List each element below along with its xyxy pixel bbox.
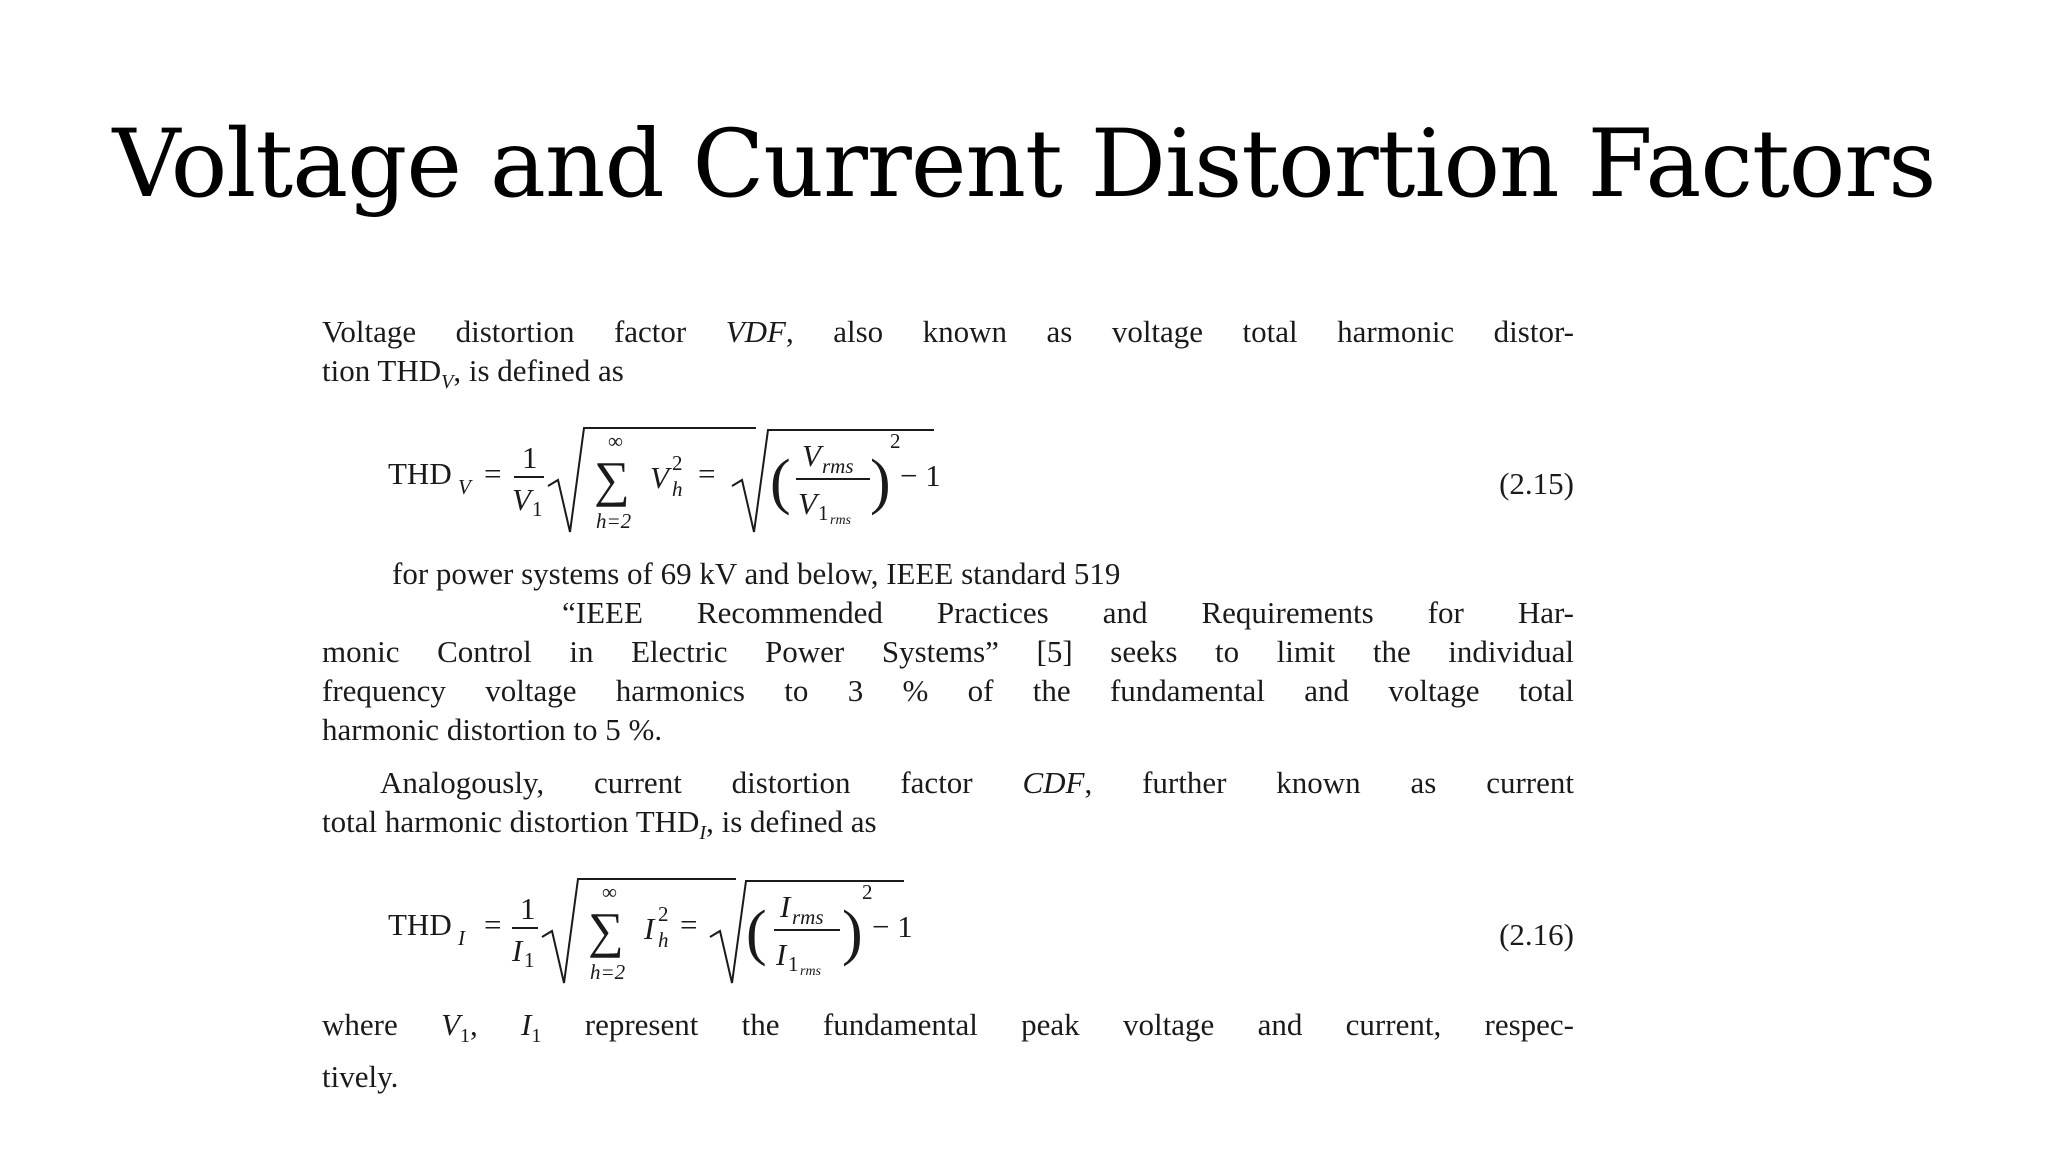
- subscript: 1: [460, 1025, 470, 1048]
- vdf-intro-line1: [322, 312, 1574, 351]
- text: where: [322, 1007, 442, 1043]
- sum-term: V: [650, 460, 669, 496]
- text: , is defined as: [453, 353, 624, 388]
- vdf-symbol: VDF: [725, 314, 786, 349]
- ieee-line1: for power systems of 69 kV and below, IEEE standard 519: [392, 556, 1121, 592]
- v1-symbol: V: [441, 1007, 460, 1043]
- paren-open: (: [746, 899, 767, 968]
- ratio-power: 2: [862, 880, 873, 905]
- spacer: [322, 749, 1574, 763]
- ieee-line5: harmonic distortion to 5 %.: [322, 712, 663, 748]
- equation-2-15: [322, 420, 1574, 540]
- eq-equals-2: =: [680, 907, 698, 943]
- ratio-den-subsub: rms: [800, 964, 822, 980]
- text: Analogously, current distortion factor: [380, 765, 1023, 801]
- cdf-symbol: CDF: [1022, 765, 1085, 801]
- paren-open: (: [770, 448, 791, 517]
- equation-2-15-formula: [388, 420, 1108, 540]
- i1-symbol: I: [521, 1007, 532, 1043]
- sum-lower: h=2: [590, 960, 626, 985]
- text: , also known as voltage total harmonic distor-: [785, 314, 1574, 349]
- text: represent the fundamental peak voltage and current, respec-: [541, 1007, 1575, 1043]
- sum-lower: h=2: [596, 509, 632, 534]
- equation-2-16: [322, 871, 1574, 991]
- sum-upper: ∞: [602, 880, 617, 905]
- eq-equals-2: =: [698, 456, 716, 492]
- ratio-den: I: [776, 937, 787, 973]
- ieee-line4: frequency voltage harmonics to 3 % of the fundamental and voltage total: [322, 673, 1574, 709]
- ratio-num: I: [780, 889, 791, 925]
- vdf-intro-line2: [322, 351, 1574, 402]
- eq-equals: =: [484, 456, 502, 492]
- sum-term-sub: h: [658, 928, 669, 953]
- frac-den: V: [512, 482, 531, 518]
- subscript: I: [699, 822, 707, 845]
- minus-one: − 1: [900, 458, 941, 494]
- subscript: V: [441, 371, 454, 394]
- sum-upper: ∞: [608, 429, 623, 454]
- sum-term: I: [644, 911, 655, 947]
- sum-symbol: ∑: [588, 902, 624, 959]
- equation-2-16-formula: [388, 871, 1108, 991]
- closing-line2: tively.: [322, 1058, 399, 1094]
- sum-term-sup: 2: [672, 451, 683, 476]
- sqrt-sign: [542, 879, 736, 983]
- frac-num: 1: [522, 440, 538, 476]
- minus-one: − 1: [872, 909, 913, 945]
- ieee-line3: monic Control in Electric Power Systems” [5] seeks to limit the individual: [322, 634, 1574, 670]
- frac-num: 1: [520, 891, 536, 927]
- ratio-den-subsub: rms: [830, 513, 852, 529]
- text: Voltage distortion factor: [322, 314, 726, 349]
- sum-symbol: ∑: [594, 451, 630, 508]
- text: tion THD: [322, 353, 442, 388]
- text: , further known as current: [1084, 765, 1574, 801]
- equation-number: (2.16): [1499, 917, 1574, 953]
- eq-lhs: THD: [388, 907, 452, 943]
- text: ,: [470, 1007, 522, 1043]
- eq-equals: =: [484, 907, 502, 943]
- ratio-den-sub: 1: [818, 501, 829, 526]
- subscript: 1: [531, 1025, 542, 1048]
- text: , is defined as: [706, 804, 877, 840]
- sum-term-sup: 2: [658, 902, 669, 927]
- ratio-num-sub: rms: [792, 905, 824, 930]
- text: total harmonic distortion THD: [322, 804, 700, 840]
- ratio-num-sub: rms: [822, 454, 854, 479]
- equation-number: (2.15): [1499, 466, 1574, 502]
- ratio-power: 2: [890, 429, 901, 454]
- eq-lhs-sub: I: [458, 926, 465, 951]
- ratio-num: V: [802, 438, 821, 474]
- sum-term-sub: h: [672, 477, 683, 502]
- ratio-den-sub: 1: [788, 952, 799, 977]
- eq-lhs: THD: [388, 456, 452, 492]
- closing-line1: [322, 1005, 1574, 1056]
- frac-den-sub: 1: [532, 497, 543, 522]
- cdf-intro-line1: [322, 763, 1574, 802]
- ratio-den: V: [798, 486, 817, 522]
- paren-close: ): [870, 448, 891, 517]
- paren-close: ): [842, 899, 863, 968]
- frac-den: I: [512, 933, 523, 969]
- eq-lhs-sub: V: [458, 475, 471, 500]
- frac-den-sub: 1: [524, 948, 535, 973]
- slide-title: Voltage and Current Distortion Factors: [112, 110, 1936, 219]
- ieee-line2: “IEEE Recommended Practices and Requirements for Har-: [562, 595, 1574, 631]
- cdf-intro-line2: [322, 802, 1574, 853]
- text-body: [322, 312, 1574, 1096]
